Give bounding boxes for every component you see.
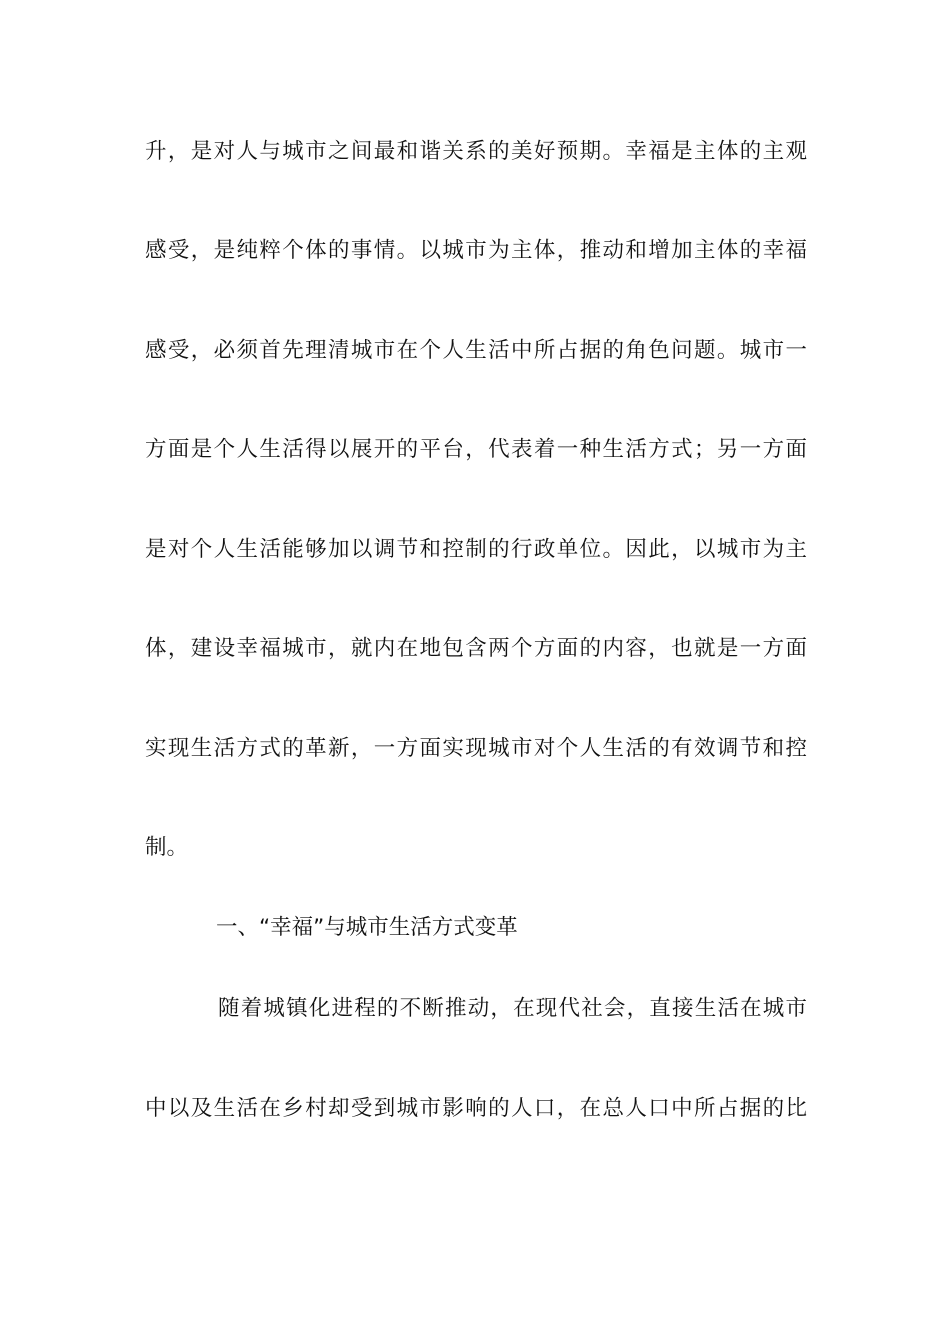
- paragraph-line: 感受，是纯粹个体的事情。以城市为主体，推动和增加主体的幸福: [145, 238, 807, 263]
- paragraph-line: 制。: [145, 835, 189, 860]
- paragraph-line: 实现生活方式的革新，一方面实现城市对个人生活的有效调节和控: [145, 736, 807, 761]
- paragraph-line: 体，建设幸福城市，就内在地包含两个方面的内容，也就是一方面: [145, 636, 807, 661]
- paragraph-line: 方面是个人生活得以展开的平台，代表着一种生活方式；另一方面: [145, 437, 807, 462]
- paragraph-line: 是对个人生活能够加以调节和控制的行政单位。因此，以城市为主: [145, 537, 807, 562]
- paragraph-line: 升，是对人与城市之间最和谐关系的美好预期。幸福是主体的主观: [145, 139, 807, 164]
- section-heading: 一、“幸福”与城市生活方式变革: [216, 915, 518, 940]
- paragraph-line: 中以及生活在乡村却受到城市影响的人口，在总人口中所占据的比: [145, 1096, 807, 1121]
- paragraph-line: 感受，必须首先理清城市在个人生活中所占据的角色问题。城市一: [145, 338, 807, 363]
- paragraph-line: 随着城镇化进程的不断推动，在现代社会，直接生活在城市: [218, 996, 807, 1021]
